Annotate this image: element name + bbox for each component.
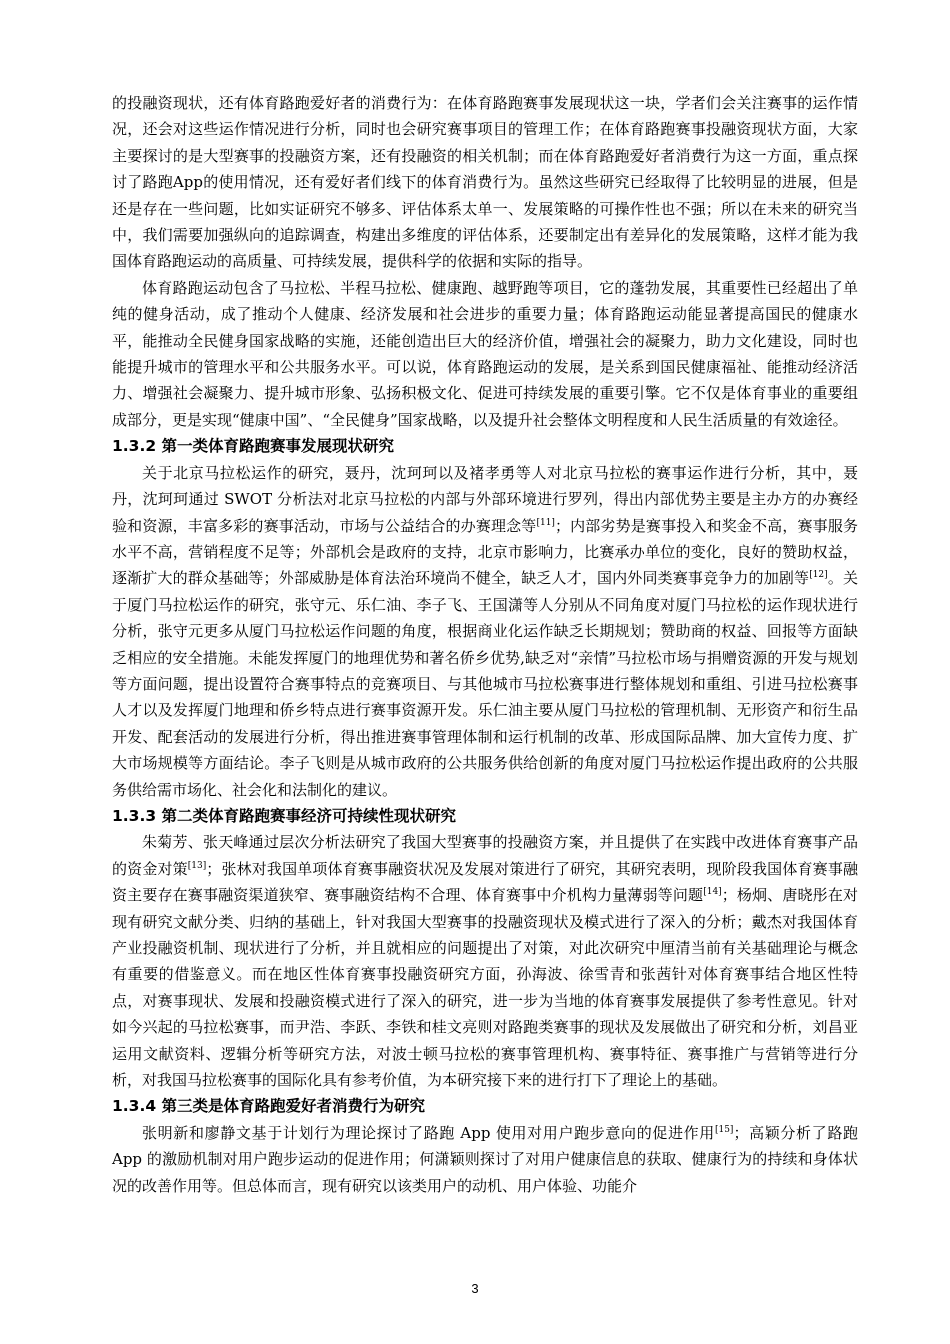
- text-segment: ；高颖分析了路跑 App 的激励机制对用户跑步运动的促进作用；何潇颖则探讨了对用户健康信息的获取、健康行为的持续和身体状况的改善作用等。但总体而言，现有研究以该类用户的动机、用户体验、功能介: [112, 1123, 858, 1195]
- text-segment: 朱菊芳、张天峰通过层次分析法研究了我国大型赛事的投融资方案，并且提供了在实践中改进体育赛事产品的资金对策: [112, 833, 858, 878]
- page-number: 3: [471, 1281, 479, 1296]
- body-paragraph: 体育路跑运动包含了马拉松、半程马拉松、健康跑、越野跑等项目，它的蓬勃发展，其重要性已经超出了单纯的健身活动，成了推动个人健康、经济发展和社会进步的重要力量；体育路跑运动能显著提高国民的健康水平，能推动全民健身国家战略的实施，还能创造出巨大的经济价值，增强社会的凝聚力，助力文化建设，同时也能提升城市的管理水平和公共服务水平。可以说，体育路跑运动的发展，是关系到国民健康福祉、能推动经济活力、增强社会凝聚力、提升城市形象、弘扬积极文化、促进可持续发展的重要引擎。它不仅是体育事业的重要组成部分，更是实现“健康中国”、“全民健身”国家战略，以及提升社会整体文明程度和人民生活质量的有效途径。: [112, 278, 858, 429]
- citation-ref: [12]: [809, 570, 828, 581]
- text-segment: ；杨炯、唐晓彤在对现有研究文献分类、归纳的基础上，针对我国大型赛事的投融资现状及模式进行了深入的分析；戴杰对我国体育产业投融资机制、现状进行了分析，并且就相应的问题提出了对策，对此次研究中厘清当前有关基础理论与概念有重要的借鉴意义。而在地区性体育赛事投融资研究方面，孙海波、徐雪青和张茜针对体育赛事结合地区性特点，对赛事现状、发展和投融资模式进行了深入的研究，进一步为当地的体育赛事发展提供了参考性意见。针对如今兴起的马拉松赛事，而尹浩、李跃、李铁和桂文亮则对路跑类赛事的现状及发展做出了研究和分析，刘昌亚运用文献资料、逻辑分析等研究方法，对波士顿马拉松的赛事管理机构、赛事特征、赛事推广与营销等进行分析，对我国马拉松赛事的国际化具有参考价值，为本研究接下来的进行打下了理论上的基础。: [112, 886, 858, 1090]
- body-paragraph: 的投融资现状，还有体育路跑爱好者的消费行为：在体育路跑赛事发展现状这一块，学者们会关注赛事的运作情况，还会对这些运作情况进行分析，同时也会研究赛事项目的管理工作；在体育路跑赛事投融资现状方面，大家主要探讨的是大型赛事的投融资方案，还有投融资的相关机制；而在体育路跑爱好者消费行为这一方面，重点探讨了路跑App的使用情况，还有爱好者们线下的体育消费行为。虽然这些研究已经取得了比较明显的进展，但是还是存在一些问题，比如实证研究不够多、评估体系太单一、发展策略的可操作性也不强；所以在未来的研究当中，我们需要加强纵向的追踪调查，构建出多维度的评估体系，还要制定出有差异化的发展策略，这样才能为我国体育路跑运动的高质量、可持续发展，提供科学的依据和实际的指导。: [112, 94, 858, 271]
- text-segment: 。关于厦门马拉松运作的研究，张守元、乐仁油、李子飞、王国潇等人分别从不同角度对厦门马拉松的运作现状进行分析，张守元更多从厦门马拉松运作问题的角度，根据商业化运作缺乏长期规划；赞助商的权益、回报等方面缺乏相应的安全措施。未能发挥厦门的地理优势和著名侨乡优势,缺乏对“亲情”马拉松市场与捐赠资源的开发与规划等方面问题，提出设置符合赛事特点的竞赛项目、与其他城市马拉松赛事进行整体规划和重组、引进马拉松赛事人才以及发挥厦门地理和侨乡特点进行赛事资源开发。乐仁油主要从厦门马拉松的管理机制、无形资产和衍生品开发、配套活动的发展进行分析，得出推进赛事管理体制和运行机制的改革、形成国际品牌、加大宣传力度、扩大市场规模等方面结论。李子飞则是从城市政府的公共服务供给创新的角度对厦门马拉松运作提出政府的公共服务供给需市场化、社会化和法制化的建议。: [112, 569, 858, 799]
- page-body: [112, 90, 858, 1199]
- citation-ref: [14]: [703, 887, 722, 898]
- section-heading: 1.3.4 第三类是体育路跑爱好者消费行为研究: [112, 1097, 426, 1116]
- section-heading: 1.3.3 第二类体育路跑赛事经济可持续性现状研究: [112, 806, 457, 825]
- text-segment: 张明新和廖静文基于计划行为理论探讨了路跑 App 使用对用户跑步意向的促进作用: [142, 1123, 715, 1142]
- body-paragraph: [112, 1120, 858, 1199]
- text-segment: ；内部劣势是赛事投入和奖金不高，赛事服务水平不高，营销程度不足等；外部机会是政府的支持，北京市影响力，比赛承办单位的变化，良好的赞助权益，逐渐扩大的群众基础等；外部威胁是体育法治环境尚不健全，缺乏人才，国内外同类赛事竞争力的加剧等: [112, 516, 858, 588]
- body-paragraph: [112, 460, 858, 803]
- citation-ref: [13]: [187, 860, 207, 871]
- section-heading: 1.3.2 第一类体育路跑赛事发展现状研究: [112, 437, 395, 456]
- body-paragraph: [112, 829, 858, 1093]
- citation-ref: [11]: [536, 517, 555, 528]
- text-segment: 关于北京马拉松运作的研究，聂丹，沈珂珂以及褚孝勇等人对北京马拉松的赛事运作进行分析，其中，聂丹，沈珂珂通过 SWOT 分析法对北京马拉松的内部与外部环境进行罗列，得出内部优势主要是主办方的办赛经验和资源，丰富多彩的赛事活动，市场与公益结合的办赛理念等: [112, 463, 858, 535]
- text-segment: ；张林对我国单项体育赛事融资状况及发展对策进行了研究，其研究表明，现阶段我国体育赛事融资主要存在赛事融资渠道狭窄、赛事融资结构不合理、体育赛事中介机构力量薄弱等问题: [112, 859, 858, 905]
- citation-ref: [15]: [714, 1124, 734, 1135]
